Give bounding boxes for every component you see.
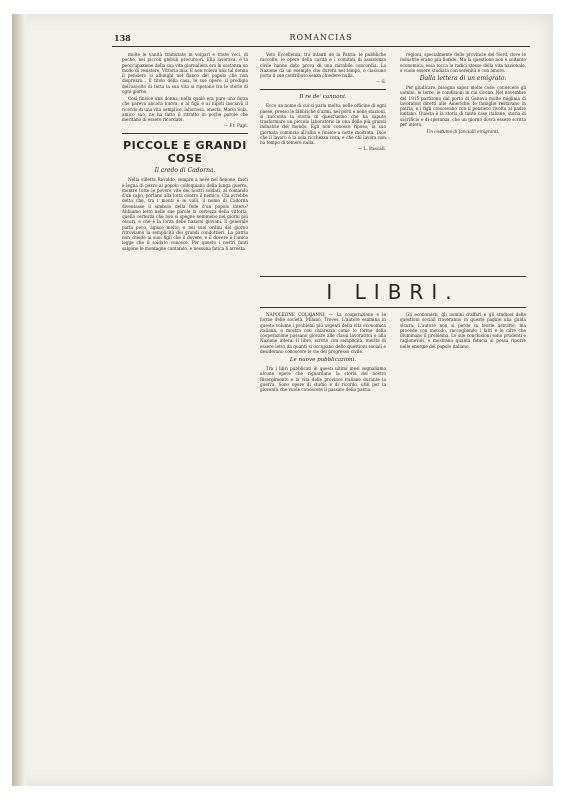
books-heading-band [260, 276, 526, 308]
lead-paragraph: regioni, specialmente delle provincie del Nord, dove le industrie erano più floride. Ma la questione non è soltanto economica; essa tocca le radici stesse della vita nazionale, e vuole essere studiata con serenità e con amore. [400, 52, 526, 73]
signature: — L. Pascali. [357, 147, 386, 153]
journal-page [12, 14, 553, 786]
column-left [122, 52, 248, 778]
journal-title: ROMANCIAS [289, 33, 353, 42]
column-right-top [400, 52, 526, 274]
article-body: Ecco un nome di cui si parla molto: nelle officine di ogni paese, presso le fabbriche d'armi, nei porti e nelle stazioni, si racconta la storia di quest'uomo che ha saputo trasformare un piccolo laboratorio in una delle più grandi industrie del mondo. Egli non conosce riposo; la sua giornata comincia all'alba e finisce a notte inoltrata. Dice che il lavoro è la sola ricchezza vera, e che chi lavora non ha tempo di temere nulla. [260, 103, 386, 145]
books-column-left [260, 312, 386, 778]
column-middle [260, 52, 386, 274]
lead-paragraph: molte le vanità tramutate in volgari e triste voci, di poche, nei piccoli globuli precursori. Ella lavorava, e la peoccupazione della sua vita giornaliera era in sostanza un modo di resistere, Vittoria mia. E non voleva una tal donna il pensiero si allunghi nel fianco del popolo che non disprezza... Il titolo della casa, le sue opere, il prodigio dell'ascolto di tutta la sua vita si ripetono tra le storie di ogni giorno. [122, 52, 248, 94]
book-review-continued: Tra i libri pubblicati in questi ultimi mesi segnaliamo alcune opere che riguardano la storia del nostro Risorgimento e la vita delle province italiane durante la guerra. Sono opere di studio e di ricordo, utili per la gioventù che vuole conoscere il passato della patria. [260, 366, 386, 392]
running-header [112, 30, 530, 47]
page-number: 138 [114, 33, 131, 43]
article-title: Il re de' cannoni. [299, 94, 347, 101]
italic-subtitle: Dalla lettera di un emigrato. [419, 75, 507, 82]
page-binding-shadow [12, 14, 26, 786]
section-subtitle: Il credo di Cadorna. [154, 167, 216, 175]
tail-paragraph: Così finisce una donna, nella quale era pure una forza che pareva ancora nuova, e ai figli e ai nipoti lasciava il ricordo di una vita semplice, laboriosa, onesta. Mario Sola, amico suo, ne ha fatto il ritratto in poche parole che meritano di essere ricordate. [122, 96, 248, 122]
signature: — Fr. Papi. [223, 124, 248, 130]
article-body: Nella villetta Ravaldo, sempre a neve nel fienone, fasci e legna di pezzo al popolo colloquiano della lunga guerra, mentre tutte le povere vite dei nostri soldati, al comando d'un capo, portano alla lotta contro il nemico. Chi avrebbe detto che, tra i monti e le valli, il nome di Cadorna diventasse il simbolo della fede d'un popolo intero? Abbiamo letto nelle sue parole la certezza della vittoria, quella certezza che non si spegne nemmeno nei giorni più oscuri, e che è la forza delle nazioni giovani. Il generale parla poco, agisce molto; e nei suoi ordini del giorno ritroviamo la semplicità dei grandi condottieri. La patria non chiede ai suoi figli che il dovere, e il dovere è l'unica legge che il soldato conosce. Per questo i nostri fanti salgono le montagne cantando, e nessuna fatica li arresta. [122, 177, 248, 251]
closing-caption: Un costume di fanciulli emigranti. [426, 129, 500, 134]
article-body: Per giudicare, bisogna saper molte cose: conoscere gli uomini, le terre, le condizioni in cui vivono. Nel novembre del 1915 partirono dal porto di Genova molte migliaia di lavoratori diretti alle Americhe; le famiglie restavano in patria, e i figli crescevano con il pensiero rivolto al padre lontano. Questa è la storia di tante case italiane, storia di sacrificio e di speranza, che un giorno dovrà essere scritta per intero. [400, 85, 526, 127]
lead-paragraph: Voto Eccellenza, tra infanti de la Patria: le pubbliche raccolte, le opere della carità e i comitati di assistenza civile hanno dato prova di una mirabile concordia. La Nazione dà un esempio che durerà nel tempo, e ciascuno porta il suo contributo senza chiedere nulla. [260, 52, 386, 78]
books-heading: I LIBRI. [326, 280, 460, 304]
books-subtitle: Le nuove pubblicazioni. [289, 357, 357, 363]
section-title: PICCOLE E GRANDI COSE [123, 139, 247, 166]
book-review: Gli economisti, gli uomini d'affari e gli studiosi delle questioni sociali troveranno in queste pagine una guida sicura. L'autore non si perde in teorie astratte, ma procede con metodo, raccogliendo i fatti e le cifre che illuminano il problema. Le sue conclusioni sono prudenti e ragionevoli, e mostrano quanta fiducia si possa riporre nelle energie del popolo italiano. [400, 312, 526, 349]
signature: — S. [375, 80, 386, 86]
book-review: NAPOLEONE COLAJANNI. — La cooperazione e le forme delle società. Milano, Treves. L'autore esamina in questo volume i problemi più urgenti della vita economica italiana, e mostra con chiarezza come le forme della cooperazione possano giovare alle classi lavoratrici e alla Nazione intera. Il libro, scritto con semplicità, merita di essere letto da quanti si occupano delle questioni sociali e desiderano conoscere le vie del progresso civile. [260, 312, 386, 354]
divider [122, 133, 248, 134]
books-column-right [400, 312, 526, 778]
divider [260, 89, 386, 90]
